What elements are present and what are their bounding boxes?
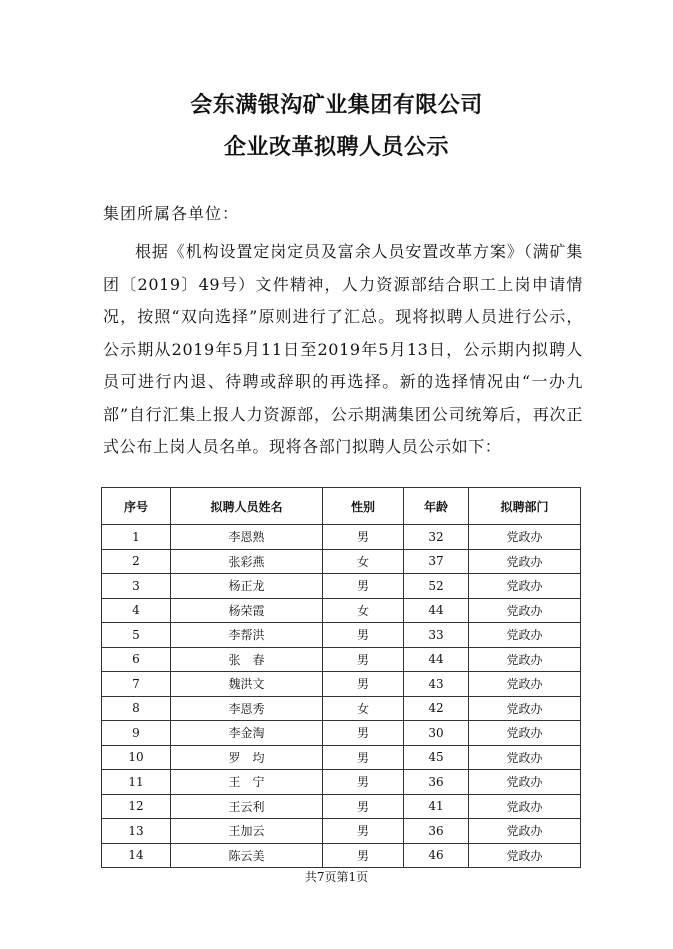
cell-name: 王加云 — [171, 819, 323, 844]
cell-gender: 男 — [323, 721, 404, 746]
cell-department: 党政办 — [469, 745, 581, 770]
cell-index: 7 — [102, 672, 171, 697]
cell-index: 4 — [102, 598, 171, 623]
cell-gender: 男 — [323, 672, 404, 697]
table-row — [102, 721, 581, 746]
cell-department: 党政办 — [469, 843, 581, 868]
table-row — [102, 819, 581, 844]
cell-gender: 女 — [323, 696, 404, 721]
table-header-row — [102, 488, 581, 525]
cell-gender: 男 — [323, 574, 404, 599]
cell-age: 45 — [404, 745, 469, 770]
cell-name: 罗 均 — [171, 745, 323, 770]
table-row — [102, 574, 581, 599]
cell-name: 李金淘 — [171, 721, 323, 746]
cell-age: 30 — [404, 721, 469, 746]
page-footer: 共7页第1页 — [304, 870, 369, 884]
cell-name: 王云利 — [171, 794, 323, 819]
cell-gender: 男 — [323, 819, 404, 844]
cell-department: 党政办 — [469, 672, 581, 697]
col-header-department: 拟聘部门 — [469, 488, 581, 525]
cell-department: 党政办 — [469, 549, 581, 574]
cell-index: 14 — [102, 843, 171, 868]
cell-age: 33 — [404, 623, 469, 648]
cell-gender: 女 — [323, 598, 404, 623]
cell-index: 12 — [102, 794, 171, 819]
cell-department: 党政办 — [469, 598, 581, 623]
cell-gender: 男 — [323, 843, 404, 868]
cell-department: 党政办 — [469, 794, 581, 819]
cell-age: 46 — [404, 843, 469, 868]
cell-department: 党政办 — [469, 574, 581, 599]
table-row — [102, 623, 581, 648]
personnel-table — [101, 487, 581, 868]
cell-gender: 女 — [323, 549, 404, 574]
cell-name: 张彩燕 — [171, 549, 323, 574]
col-header-index: 序号 — [102, 488, 171, 525]
cell-department: 党政办 — [469, 770, 581, 795]
table-row — [102, 770, 581, 795]
cell-index: 13 — [102, 819, 171, 844]
cell-index: 11 — [102, 770, 171, 795]
table-row — [102, 647, 581, 672]
cell-age: 43 — [404, 672, 469, 697]
cell-index: 8 — [102, 696, 171, 721]
cell-department: 党政办 — [469, 721, 581, 746]
cell-department: 党政办 — [469, 623, 581, 648]
cell-department: 党政办 — [469, 647, 581, 672]
cell-age: 36 — [404, 770, 469, 795]
document-title: 会东满银沟矿业集团有限公司 — [190, 92, 483, 118]
cell-age: 44 — [404, 598, 469, 623]
cell-index: 5 — [102, 623, 171, 648]
table-row — [102, 794, 581, 819]
cell-name: 陈云美 — [171, 843, 323, 868]
body-paragraph: 根据《机构设置定岗定员及富余人员安置改革方案》（满矿集团〔2019〕49号）文件精神，人力资源部结合职工上岗申请情况，按照“双向选择”原则进行了汇总。现将拟聘人员进行公示，公示期从2019年5月11日至2019年5月13日，公示期内拟聘人员可进行内退、待聘或辞职的再选择。新的选择情况由“一办九部”自行汇集上报人力资源部，公示期满集团公司统筹后，再次正式公布上岗人员名单。现将各部门拟聘人员公示如下： — [103, 242, 583, 456]
col-header-gender: 性别 — [323, 488, 404, 525]
cell-age: 44 — [404, 647, 469, 672]
table-row — [102, 696, 581, 721]
cell-gender: 男 — [323, 525, 404, 550]
cell-index: 6 — [102, 647, 171, 672]
table-row — [102, 525, 581, 550]
cell-name: 张 春 — [171, 647, 323, 672]
table-row — [102, 549, 581, 574]
cell-department: 党政办 — [469, 696, 581, 721]
cell-age: 41 — [404, 794, 469, 819]
cell-index: 2 — [102, 549, 171, 574]
cell-name: 杨正龙 — [171, 574, 323, 599]
cell-age: 42 — [404, 696, 469, 721]
table-body — [102, 525, 581, 868]
cell-name: 魏洪文 — [171, 672, 323, 697]
cell-department: 党政办 — [469, 525, 581, 550]
cell-name: 李恩熟 — [171, 525, 323, 550]
cell-name: 王 宁 — [171, 770, 323, 795]
cell-age: 37 — [404, 549, 469, 574]
cell-index: 10 — [102, 745, 171, 770]
cell-index: 9 — [102, 721, 171, 746]
cell-gender: 男 — [323, 770, 404, 795]
cell-gender: 男 — [323, 647, 404, 672]
salutation: 集团所属各单位： — [103, 204, 240, 223]
cell-age: 52 — [404, 574, 469, 599]
cell-gender: 男 — [323, 745, 404, 770]
cell-department: 党政办 — [469, 819, 581, 844]
table-row — [102, 843, 581, 868]
cell-gender: 男 — [323, 623, 404, 648]
col-header-name: 拟聘人员姓名 — [171, 488, 323, 525]
cell-index: 1 — [102, 525, 171, 550]
col-header-age: 年龄 — [404, 488, 469, 525]
cell-name: 李恩秀 — [171, 696, 323, 721]
cell-age: 36 — [404, 819, 469, 844]
cell-gender: 男 — [323, 794, 404, 819]
cell-age: 32 — [404, 525, 469, 550]
cell-name: 杨荣霞 — [171, 598, 323, 623]
table-row — [102, 672, 581, 697]
document-subtitle: 企业改革拟聘人员公示 — [223, 134, 449, 160]
table-row — [102, 598, 581, 623]
cell-index: 3 — [102, 574, 171, 599]
cell-name: 李帮洪 — [171, 623, 323, 648]
table-row — [102, 745, 581, 770]
